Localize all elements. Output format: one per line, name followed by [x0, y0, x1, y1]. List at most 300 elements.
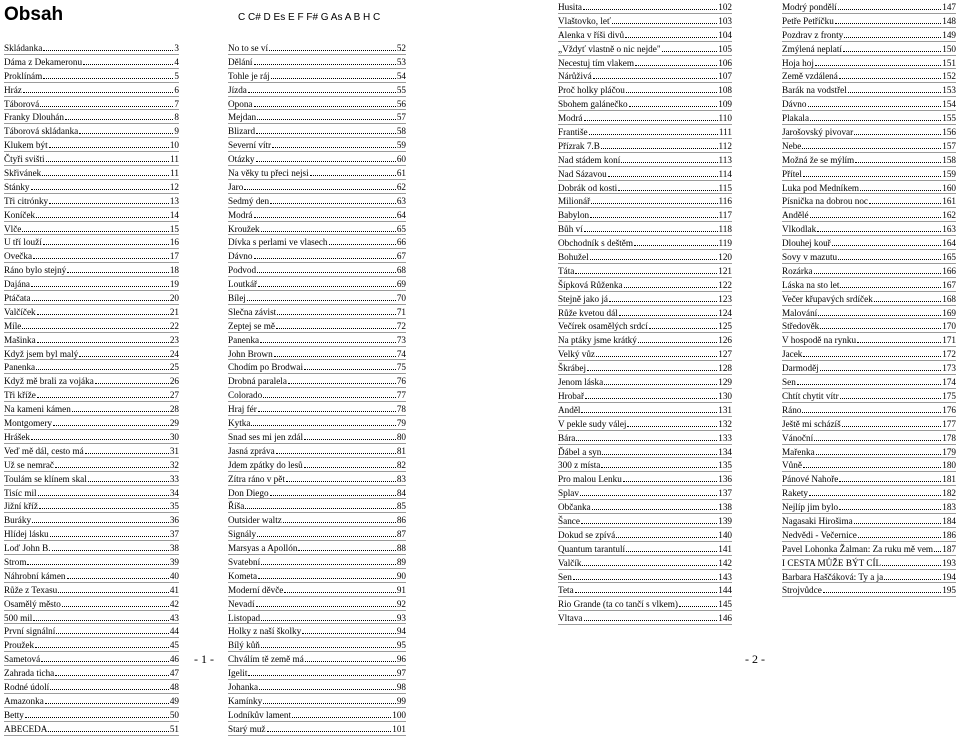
- toc-entry[interactable]: [4, 333, 179, 347]
- toc-entry-page: 174: [942, 377, 956, 388]
- dot-leader: [616, 528, 717, 538]
- toc-entry[interactable]: [228, 97, 406, 111]
- toc-entry[interactable]: [558, 361, 732, 375]
- toc-entry[interactable]: [558, 597, 732, 611]
- toc-entry-page: 85: [396, 501, 406, 512]
- toc-entry-title: Středověk: [782, 321, 820, 332]
- toc-entry-page: 158: [942, 154, 956, 165]
- toc-entry-page: 106: [718, 57, 732, 68]
- toc-entry[interactable]: [558, 42, 732, 56]
- toc-entry[interactable]: [4, 83, 179, 97]
- toc-entry[interactable]: [782, 472, 956, 486]
- toc-entry[interactable]: [228, 110, 406, 124]
- toc-entry[interactable]: [558, 472, 732, 486]
- dot-leader: [585, 389, 717, 399]
- dot-leader: [42, 166, 169, 176]
- toc-entry[interactable]: [782, 417, 956, 431]
- toc-entry-page: 70: [396, 293, 406, 304]
- toc-entry[interactable]: [782, 250, 956, 264]
- toc-entry[interactable]: [228, 319, 406, 333]
- toc-entry-page: 160: [942, 182, 956, 193]
- toc-entry[interactable]: [558, 125, 732, 139]
- toc-entry-title: Pozdrav z fronty: [782, 29, 844, 40]
- toc-entry[interactable]: [4, 319, 179, 333]
- toc-entry-page: 39: [169, 556, 179, 567]
- toc-entry-title: No to se ví: [228, 43, 269, 53]
- toc-entry-page: 107: [718, 71, 732, 82]
- toc-entry[interactable]: [228, 722, 406, 736]
- toc-entry-page: 66: [396, 237, 406, 248]
- toc-entry[interactable]: [782, 125, 956, 139]
- toc-entry[interactable]: [782, 14, 956, 28]
- toc-entry[interactable]: [228, 55, 406, 69]
- dot-leader: [43, 235, 169, 245]
- toc-entry[interactable]: [4, 110, 179, 124]
- dot-leader: [602, 445, 717, 455]
- toc-entry-page: 104: [718, 29, 732, 40]
- dot-leader: [626, 83, 717, 93]
- toc-entry[interactable]: [4, 69, 179, 83]
- toc-entry-page: 183: [942, 502, 956, 513]
- dot-leader: [634, 236, 718, 246]
- toc-entry-page: 178: [942, 432, 956, 443]
- toc-entry[interactable]: [782, 458, 956, 472]
- toc-entry[interactable]: [228, 333, 406, 347]
- toc-entry[interactable]: [4, 374, 179, 388]
- toc-entry[interactable]: [558, 445, 732, 459]
- toc-entry-title: Táborová: [4, 98, 40, 109]
- toc-entry[interactable]: [782, 375, 956, 389]
- toc-entry-page: 57: [396, 112, 406, 123]
- toc-entry-title: Tisíc mil: [4, 487, 37, 498]
- toc-entry-title: Večer křupavých srdíček: [782, 293, 873, 304]
- toc-entry[interactable]: [228, 486, 406, 500]
- toc-entry-title: Modrá: [558, 113, 583, 124]
- dot-leader: [258, 569, 396, 579]
- toc-entry[interactable]: [558, 153, 732, 167]
- toc-entry-title: Colorado: [228, 390, 263, 401]
- page-title: Obsah: [4, 4, 64, 25]
- toc-entry-title: Jízda: [228, 84, 247, 95]
- toc-entry[interactable]: [4, 472, 179, 486]
- toc-entry-title: ABECEDA: [4, 723, 48, 734]
- toc-entry[interactable]: [228, 249, 406, 263]
- toc-entry[interactable]: [228, 208, 406, 222]
- toc-entry[interactable]: [782, 542, 956, 556]
- toc-entry[interactable]: [228, 611, 406, 625]
- toc-entry[interactable]: [4, 222, 179, 236]
- toc-entry[interactable]: [4, 680, 179, 694]
- toc-entry-title: Opona: [228, 98, 253, 109]
- toc-entry[interactable]: [228, 652, 406, 666]
- toc-entry[interactable]: [4, 138, 179, 152]
- dot-leader: [629, 97, 718, 107]
- toc-entry-page: 167: [942, 279, 956, 290]
- toc-entry[interactable]: [228, 638, 406, 652]
- toc-entry-title: Osamělý město: [4, 598, 61, 609]
- dot-leader: [842, 417, 942, 427]
- toc-entry-title: Hrášek: [4, 431, 31, 442]
- toc-entry[interactable]: [4, 597, 179, 611]
- toc-entry[interactable]: [782, 486, 956, 500]
- toc-entry[interactable]: [4, 97, 179, 111]
- toc-entry[interactable]: [782, 319, 956, 333]
- toc-entry[interactable]: [4, 624, 179, 638]
- toc-entry[interactable]: [228, 222, 406, 236]
- toc-entry[interactable]: [558, 236, 732, 250]
- toc-entry-title: V hospodě na rynku: [782, 335, 857, 346]
- toc-entry[interactable]: [782, 583, 956, 597]
- toc-entry-page: 144: [718, 585, 732, 596]
- toc-entry[interactable]: [228, 152, 406, 166]
- dot-leader: [79, 124, 173, 134]
- dot-leader: [277, 305, 396, 315]
- toc-entry[interactable]: [4, 638, 179, 652]
- dot-leader: [817, 222, 941, 232]
- toc-entry-title: Na věky tu přeci nejsi: [228, 168, 309, 179]
- toc-entry[interactable]: [4, 458, 179, 472]
- toc-entry[interactable]: [782, 167, 956, 181]
- toc-entry[interactable]: [782, 347, 956, 361]
- toc-entry-page: 116: [718, 196, 732, 207]
- toc-entry[interactable]: [558, 0, 732, 14]
- toc-entry-title: Zahrada ticha: [4, 668, 55, 679]
- toc-entry[interactable]: [558, 181, 732, 195]
- toc-entry-page: 73: [396, 334, 406, 345]
- toc-entry[interactable]: [228, 291, 406, 305]
- toc-entry[interactable]: [782, 570, 956, 584]
- toc-entry-title: Přízrak 7.B: [558, 140, 600, 151]
- toc-entry[interactable]: [228, 569, 406, 583]
- toc-entry[interactable]: [558, 542, 732, 556]
- toc-entry[interactable]: [558, 514, 732, 528]
- toc-entry[interactable]: [4, 347, 179, 361]
- toc-entry-title: Kytka: [228, 418, 251, 429]
- toc-entry[interactable]: [782, 403, 956, 417]
- toc-entry-page: 26: [169, 376, 179, 387]
- toc-entry[interactable]: [228, 583, 406, 597]
- toc-entry-page: 103: [718, 15, 732, 26]
- toc-entry[interactable]: [558, 292, 732, 306]
- toc-entry[interactable]: [4, 652, 179, 666]
- toc-entry[interactable]: [558, 583, 732, 597]
- toc-entry-page: 180: [942, 460, 956, 471]
- toc-entry-title: Hraj fér: [228, 404, 257, 415]
- toc-entry[interactable]: [558, 139, 732, 153]
- toc-entry[interactable]: [228, 708, 406, 722]
- toc-entry[interactable]: [4, 277, 179, 291]
- toc-entry[interactable]: [4, 694, 179, 708]
- toc-entry[interactable]: [228, 555, 406, 569]
- dot-leader: [36, 208, 169, 218]
- toc-entry-page: 155: [942, 113, 956, 124]
- toc-entry[interactable]: [558, 486, 732, 500]
- toc-entry[interactable]: [782, 194, 956, 208]
- toc-entry-page: 149: [942, 29, 956, 40]
- toc-entry-page: 125: [718, 321, 732, 332]
- toc-entry[interactable]: [4, 666, 179, 680]
- toc-entry[interactable]: [4, 305, 179, 319]
- toc-entry[interactable]: [4, 263, 179, 277]
- toc-entry[interactable]: [4, 708, 179, 722]
- toc-entry[interactable]: [228, 444, 406, 458]
- dot-leader: [50, 527, 169, 537]
- toc-entry[interactable]: [4, 499, 179, 513]
- toc-entry[interactable]: [228, 41, 406, 55]
- toc-entry[interactable]: [228, 194, 406, 208]
- toc-entry[interactable]: [558, 458, 732, 472]
- toc-entry[interactable]: [228, 180, 406, 194]
- toc-entry[interactable]: [782, 42, 956, 56]
- dot-leader: [261, 638, 396, 648]
- toc-entry[interactable]: [558, 14, 732, 28]
- toc-entry[interactable]: [782, 431, 956, 445]
- toc-entry[interactable]: [558, 389, 732, 403]
- dot-leader: [37, 305, 169, 315]
- dot-leader: [854, 125, 941, 135]
- toc-entry[interactable]: [4, 402, 179, 416]
- toc-entry-title: V pekle sudy válej: [558, 418, 627, 429]
- toc-entry[interactable]: [228, 277, 406, 291]
- dot-leader: [624, 278, 718, 288]
- toc-entry-page: 32: [169, 459, 179, 470]
- toc-entry[interactable]: [4, 513, 179, 527]
- toc-entry[interactable]: [228, 124, 406, 138]
- toc-entry[interactable]: [228, 597, 406, 611]
- toc-entry[interactable]: [782, 445, 956, 459]
- toc-entry[interactable]: [782, 56, 956, 70]
- toc-entry[interactable]: [782, 292, 956, 306]
- toc-entry[interactable]: [782, 181, 956, 195]
- toc-entry[interactable]: [558, 319, 732, 333]
- toc-entry[interactable]: [228, 513, 406, 527]
- toc-entry[interactable]: [228, 360, 406, 374]
- toc-entry[interactable]: [4, 235, 179, 249]
- dot-leader: [848, 83, 941, 93]
- toc-entry-title: Buráky: [4, 515, 32, 526]
- toc-entry[interactable]: [558, 28, 732, 42]
- toc-entry[interactable]: [4, 430, 179, 444]
- toc-entry-page: 81: [396, 445, 406, 456]
- toc-entry[interactable]: [4, 611, 179, 625]
- toc-entry[interactable]: [4, 527, 179, 541]
- toc-entry[interactable]: [558, 403, 732, 417]
- toc-entry[interactable]: [228, 458, 406, 472]
- toc-entry[interactable]: [4, 388, 179, 402]
- toc-entry-page: 7: [174, 98, 179, 109]
- toc-entry-title: Jaro: [228, 181, 244, 192]
- toc-entry[interactable]: [782, 0, 956, 14]
- toc-entry[interactable]: [228, 680, 406, 694]
- dot-leader: [304, 430, 396, 440]
- toc-entry[interactable]: [558, 208, 732, 222]
- toc-entry[interactable]: [558, 347, 732, 361]
- toc-entry[interactable]: [558, 97, 732, 111]
- toc-entry[interactable]: [228, 499, 406, 513]
- toc-entry[interactable]: [228, 416, 406, 430]
- toc-entry[interactable]: [4, 180, 179, 194]
- toc-entry-page: 142: [718, 557, 732, 568]
- toc-entry[interactable]: [228, 347, 406, 361]
- toc-entry[interactable]: [558, 570, 732, 584]
- toc-entry[interactable]: [558, 333, 732, 347]
- page-number-right: - 2 -: [745, 652, 765, 666]
- toc-entry[interactable]: [228, 374, 406, 388]
- toc-entry-page: 59: [396, 140, 406, 151]
- toc-entry-title: Nevadí: [228, 598, 255, 609]
- toc-entry-page: 9: [174, 126, 179, 137]
- toc-entry[interactable]: [558, 431, 732, 445]
- toc-entry[interactable]: [4, 486, 179, 500]
- dot-leader: [276, 444, 396, 454]
- toc-entry[interactable]: [558, 56, 732, 70]
- toc-entry[interactable]: [4, 208, 179, 222]
- toc-entry[interactable]: [558, 250, 732, 264]
- toc-entry[interactable]: [4, 541, 179, 555]
- toc-entry[interactable]: [4, 124, 179, 138]
- toc-entry[interactable]: [782, 139, 956, 153]
- toc-entry-page: 60: [396, 154, 406, 165]
- toc-entry[interactable]: [782, 333, 956, 347]
- toc-entry[interactable]: [782, 69, 956, 83]
- toc-entry-title: Když jsem byl malý: [4, 348, 79, 359]
- toc-entry[interactable]: [782, 389, 956, 403]
- toc-entry[interactable]: [782, 111, 956, 125]
- toc-entry[interactable]: [4, 569, 179, 583]
- toc-entry-title: Ještě mi scházíš: [782, 418, 841, 429]
- toc-entry[interactable]: [228, 69, 406, 83]
- toc-entry-page: 100: [392, 709, 406, 720]
- toc-entry[interactable]: [228, 235, 406, 249]
- toc-entry[interactable]: [782, 528, 956, 542]
- toc-entry[interactable]: [558, 194, 732, 208]
- toc-entry[interactable]: [558, 417, 732, 431]
- toc-entry[interactable]: [4, 194, 179, 208]
- toc-entry-page: 179: [942, 446, 956, 457]
- toc-entry[interactable]: [558, 264, 732, 278]
- toc-entry[interactable]: [782, 97, 956, 111]
- toc-entry[interactable]: [4, 444, 179, 458]
- toc-entry[interactable]: [4, 166, 179, 180]
- toc-entry[interactable]: [782, 236, 956, 250]
- toc-entry[interactable]: [228, 430, 406, 444]
- toc-entry[interactable]: [782, 264, 956, 278]
- toc-entry[interactable]: [228, 263, 406, 277]
- toc-entry-title: Strom: [4, 556, 27, 567]
- toc-entry[interactable]: [228, 402, 406, 416]
- toc-entry-title: Montgomery: [4, 418, 52, 429]
- toc-entry-title: Nad stádem koní: [558, 154, 621, 165]
- dot-leader: [679, 597, 717, 607]
- toc-entry[interactable]: [4, 291, 179, 305]
- dot-leader: [43, 69, 173, 79]
- toc-entry[interactable]: [228, 388, 406, 402]
- toc-entry-title: Plakala: [782, 113, 810, 124]
- toc-entry[interactable]: [4, 41, 179, 55]
- toc-entry-title: Hráz: [4, 84, 22, 95]
- toc-entry-page: 154: [942, 99, 956, 110]
- toc-entry-page: 29: [169, 418, 179, 429]
- toc-entry[interactable]: [782, 500, 956, 514]
- toc-entry-title: Skládanka: [4, 43, 43, 53]
- dot-leader: [592, 500, 718, 510]
- toc-entry[interactable]: [782, 514, 956, 528]
- toc-entry-title: Škrábej: [558, 363, 587, 374]
- toc-entry[interactable]: [558, 278, 732, 292]
- toc-entry[interactable]: [4, 249, 179, 263]
- toc-entry[interactable]: [782, 83, 956, 97]
- toc-entry-title: Skřivánek: [4, 168, 42, 179]
- toc-entry[interactable]: [782, 361, 956, 375]
- toc-entry[interactable]: [228, 624, 406, 638]
- toc-entry[interactable]: [228, 138, 406, 152]
- toc-entry[interactable]: [782, 556, 956, 570]
- toc-entry[interactable]: [4, 722, 179, 736]
- toc-entry[interactable]: [782, 278, 956, 292]
- toc-entry[interactable]: [228, 541, 406, 555]
- dot-leader: [591, 194, 717, 204]
- toc-entry[interactable]: [228, 694, 406, 708]
- toc-entry[interactable]: [782, 28, 956, 42]
- toc-entry[interactable]: [558, 222, 732, 236]
- dot-leader: [65, 110, 173, 120]
- toc-entry-page: 105: [718, 43, 732, 54]
- toc-entry[interactable]: [558, 69, 732, 83]
- toc-entry[interactable]: [558, 528, 732, 542]
- toc-entry[interactable]: [4, 583, 179, 597]
- toc-entry-title: Bílej: [228, 293, 246, 304]
- toc-entry-page: 172: [942, 349, 956, 360]
- toc-entry-title: Modrý pondělí: [782, 2, 837, 12]
- toc-entry[interactable]: [558, 375, 732, 389]
- dot-leader: [258, 277, 396, 287]
- toc-entry-title: Petře Petříčku: [782, 15, 834, 26]
- toc-entry-title: Večírek osamělých srdcí: [558, 321, 648, 332]
- toc-entry[interactable]: [782, 153, 956, 167]
- toc-entry[interactable]: [558, 111, 732, 125]
- toc-entry-page: 139: [718, 515, 732, 526]
- toc-entry[interactable]: [228, 166, 406, 180]
- toc-entry-page: 69: [396, 279, 406, 290]
- toc-entry[interactable]: [4, 55, 179, 69]
- toc-entry[interactable]: [4, 152, 179, 166]
- toc-entry[interactable]: [228, 666, 406, 680]
- toc-entry[interactable]: [228, 472, 406, 486]
- toc-entry-title: Ptáčata: [4, 293, 31, 304]
- toc-entry[interactable]: [558, 167, 732, 181]
- toc-entry[interactable]: [4, 555, 179, 569]
- toc-entry[interactable]: [558, 556, 732, 570]
- toc-entry-page: 34: [169, 487, 179, 498]
- toc-entry[interactable]: [782, 208, 956, 222]
- toc-entry[interactable]: [558, 306, 732, 320]
- toc-entry[interactable]: [228, 527, 406, 541]
- toc-entry[interactable]: [558, 611, 732, 625]
- toc-entry-page: 177: [942, 418, 956, 429]
- toc-entry-title: Dajána: [4, 279, 31, 290]
- toc-entry[interactable]: [558, 83, 732, 97]
- toc-entry-title: Listopad: [228, 612, 261, 623]
- toc-entry[interactable]: [4, 416, 179, 430]
- toc-entry[interactable]: [228, 83, 406, 97]
- toc-entry[interactable]: [558, 500, 732, 514]
- toc-entry-page: 46: [169, 654, 179, 665]
- toc-entry-page: 14: [169, 209, 179, 220]
- toc-entry[interactable]: [782, 306, 956, 320]
- toc-entry[interactable]: [782, 222, 956, 236]
- toc-entry[interactable]: [228, 305, 406, 319]
- toc-entry[interactable]: [4, 360, 179, 374]
